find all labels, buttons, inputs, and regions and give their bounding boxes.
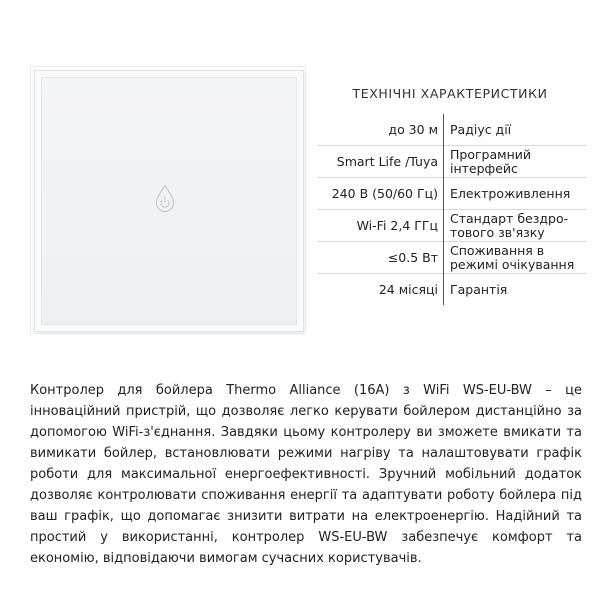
spec-label: Гарантія <box>444 274 587 306</box>
spec-value: 24 місяці <box>318 274 444 306</box>
spec-title: ТЕХНІЧНІ ХАРАКТЕРИСТИКИ <box>352 86 548 101</box>
spec-value: Smart Life /Tuya <box>318 146 444 178</box>
spec-value: 240 В (50/60 Гц) <box>318 178 444 210</box>
switch-panel-image <box>30 66 306 334</box>
spec-value: Wi-Fi 2,4 ГГц <box>318 210 444 242</box>
product-description: Контролер для бойлера Thermo Alliance (16А) з WiFi WS-EU-BW – це інноваційний пристрій, що дозволяє легко керувати бойлером дистанційно за допомогою WiFi-з'єднання. Завдяки цьому контролеру ви зможете вмикати та вимикати бойлер, встановлювати режими нагріву та налаштовувати графік роботи для максимальної енергоефективності. Зручний мобільний додаток дозволяє контролювати споживання енергії та адаптувати роботу бойлера під ваш графік, що допомагає знизити витрати на електроенергію. Надійний та простий у використанні, контролер WS-EU-BW забезпечує комфорт та економію, відповідаючи вимогам сучасних користувачів. <box>30 383 582 566</box>
spec-row <box>318 210 586 242</box>
spec-row <box>318 114 586 146</box>
spec-value: ≤0.5 Вт <box>318 242 444 274</box>
spec-label: Споживання в режимі очікування <box>444 242 587 274</box>
spec-label: Стандарт бездро-тового зв'язку <box>444 210 587 242</box>
spec-label: Радіус дії <box>450 121 512 137</box>
spec-row <box>318 178 586 210</box>
spec-label: Програмний інтерфейс <box>444 146 587 178</box>
spec-row <box>318 146 586 178</box>
spec-row <box>318 242 586 274</box>
spec-label: Електроживлення <box>444 178 587 210</box>
water-drop-power-icon <box>154 184 176 214</box>
spec-row <box>318 274 586 306</box>
spec-table <box>318 114 586 305</box>
spec-value: до 30 м <box>318 114 444 146</box>
